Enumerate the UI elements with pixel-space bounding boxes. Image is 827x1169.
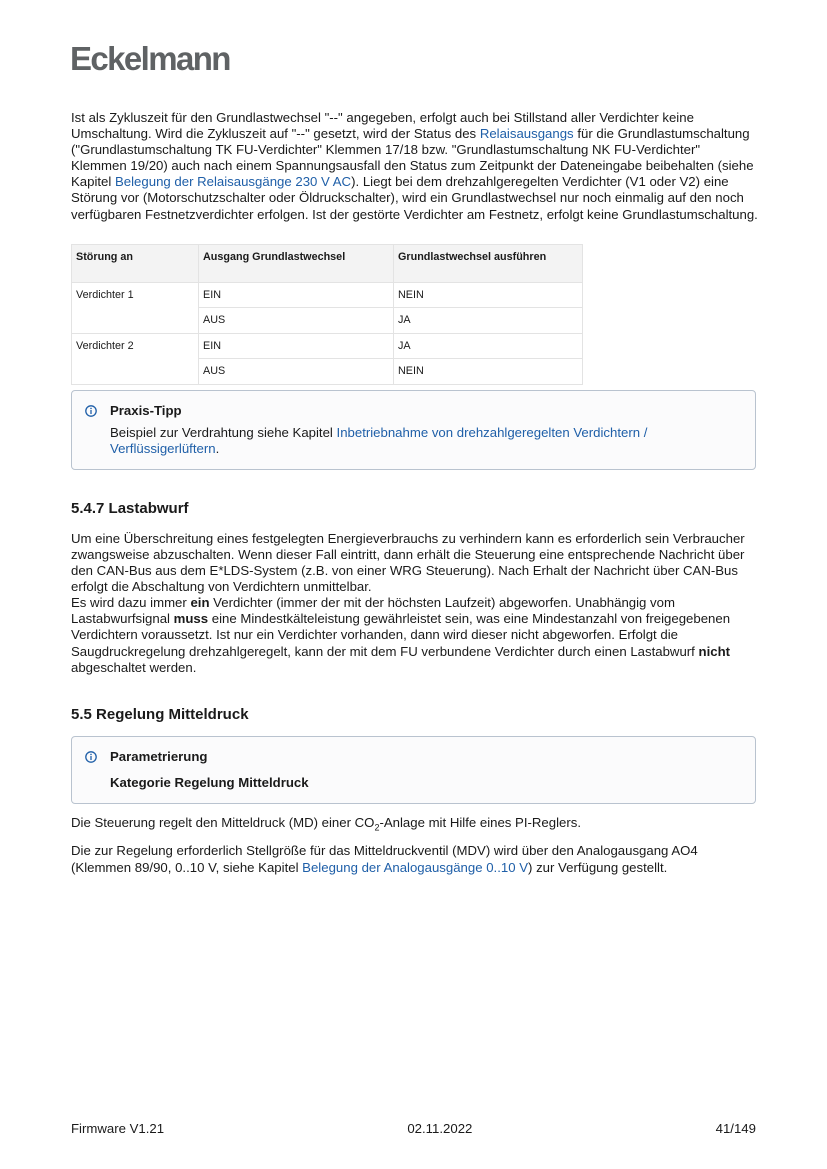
- praxis-tipp-box: [71, 390, 756, 470]
- cell-ausfuehren: NEIN: [394, 282, 583, 308]
- text: eine Mindestkälteleistung gewährleistet sein, was eine Mindestanzahl von freigegebenen Verdichtern voraussetzt. Ist nur ein Verdichter vorhanden, dann wird dieser nicht abgeworfen. Erfolgt die Saugdruckregelung drehzahlgeregelt, kann der mit dem FU verbundene Verdichter durch einen Lastabwurf: [71, 611, 731, 659]
- footer-firmware: Firmware V1.21: [71, 1121, 165, 1136]
- heading-regelung-mitteldruck: 5.5 Regelung Mitteldruck: [71, 705, 249, 723]
- link-belegung-relaisausgaenge[interactable]: Belegung der Relaisausgänge 230 V AC: [115, 174, 352, 190]
- table-row: [72, 282, 583, 308]
- info-icon: [85, 751, 97, 763]
- text: Die zur Regelung erforderlich Stellgröße für das Mitteldruckventil (MDV) wird über den Analogausgang AO4 (Klemmen 89/90, 0..10 V, siehe Kapitel: [71, 843, 698, 875]
- page-content: [71, 110, 759, 876]
- subscript: 2: [374, 822, 380, 833]
- text: Die Steuerung regelt den Mitteldruck (MD) einer CO: [71, 814, 375, 830]
- intro-paragraph: [71, 110, 759, 223]
- note-title: Parametrierung: [110, 748, 208, 764]
- parametrierung-box: [71, 736, 756, 804]
- column-header: Ausgang Grundlastwechsel: [199, 244, 394, 282]
- text: ) zur Verfügung gestellt.: [528, 859, 668, 875]
- text: abgeschaltet werden.: [71, 659, 197, 675]
- text: -Anlage mit Hilfe eines PI-Reglers.: [379, 814, 582, 830]
- link-belegung-analogausgaenge[interactable]: Belegung der Analogausgänge 0..10 V: [302, 859, 529, 875]
- note-title: Praxis-Tipp: [110, 402, 182, 418]
- text: für die Grundlastumschaltung ("Grundlastumschaltung TK FU-Verdichter" Klemmen 17/18 bzw. "Grundlastumschaltung NK FU-Verdichter" Klemmen 19/20) auch nach einem Spannungsausfall den Status zum Zeitpunkt der Dateneingabe beibehalten (siehe Kapitel: [71, 126, 754, 190]
- cell-ausgang: AUS: [199, 308, 394, 334]
- column-header: Störung an: [72, 244, 199, 282]
- bold-text: ein: [190, 595, 210, 611]
- footer-date: 02.11.2022: [407, 1121, 473, 1136]
- cell-ausfuehren: NEIN: [394, 359, 583, 385]
- lastabwurf-paragraph-2: [71, 595, 759, 675]
- text: ). Liegt bei dem drehzahlgeregelten Verdichter (V1 oder V2) eine Störung vor (Motorschutzschalter oder Öldruckschalter), wird ein Grundlastwechsel nur noch einmalig auf den noch verfügbaren Festnetzverdichter erfolgen. Ist der gestörte Verdichter am Festnetz, erfolgt keine Grundlastumschaltung.: [71, 174, 758, 222]
- cell-ausgang: EIN: [199, 333, 394, 359]
- text: .: [215, 440, 220, 456]
- cell-stoerung: Verdichter 1: [72, 282, 199, 333]
- cell-ausfuehren: JA: [394, 308, 583, 334]
- heading-lastabwurf: 5.4.7 Lastabwurf: [71, 499, 189, 517]
- note-text: [110, 425, 741, 457]
- mitteldruck-paragraph-1: [71, 815, 759, 836]
- company-logo: Eckelmann: [70, 40, 230, 77]
- text: Es wird dazu immer: [71, 595, 191, 611]
- cell-stoerung: Verdichter 2: [72, 333, 199, 384]
- table-row: [72, 333, 583, 359]
- column-header: Grundlastwechsel ausführen: [394, 244, 583, 282]
- page-footer: [71, 1121, 756, 1136]
- footer-page-number: 41/149: [715, 1121, 756, 1136]
- text: Verdichter (immer der mit der höchsten Laufzeit) abgeworfen. Unabhängig vom Lastabwurfsignal: [71, 595, 675, 627]
- lastabwurf-paragraph-1: Um eine Überschreitung eines festgelegten Energieverbrauchs zu verhindern kann es erforderlich sein Verbraucher zwangsweise abzuschalten. Wenn dieser Fall eintritt, dann erhält die Steuerung eine entsprechende Nachricht über den CAN-Bus aus dem E*LDS-System (z.B. von einer WRG Steuerung). Nach Erhalt der Nachricht über CAN-Bus erfolgt die Abschaltung von Verdichtern unmittelbar.: [71, 530, 745, 595]
- link-inbetriebnahme[interactable]: Inbetriebnahme von drehzahlgeregelten Verdichtern / Verflüssigerlüftern: [110, 424, 648, 456]
- text: Beispiel zur Verdrahtung siehe Kapitel: [110, 424, 337, 440]
- bold-text: muss: [173, 611, 209, 627]
- grundlastwechsel-table: [71, 244, 583, 385]
- text: Ist als Zykluszeit für den Grundlastwechsel "--" angegeben, erfolgt auch bei Stillstand aller Verdichter keine Umschaltung. Wird die Zykluszeit auf "--" gesetzt, wird der Status des: [71, 110, 694, 142]
- cell-ausgang: AUS: [199, 359, 394, 385]
- table-header-row: [72, 244, 583, 282]
- mitteldruck-paragraph-2: [71, 843, 759, 875]
- note-subtitle: Kategorie Regelung Mitteldruck: [110, 774, 309, 790]
- cell-ausfuehren: JA: [394, 333, 583, 359]
- info-icon: [85, 405, 97, 417]
- cell-ausgang: EIN: [199, 282, 394, 308]
- bold-text: nicht: [698, 643, 731, 659]
- link-relaisausgangs[interactable]: Relaisausgangs: [479, 126, 574, 142]
